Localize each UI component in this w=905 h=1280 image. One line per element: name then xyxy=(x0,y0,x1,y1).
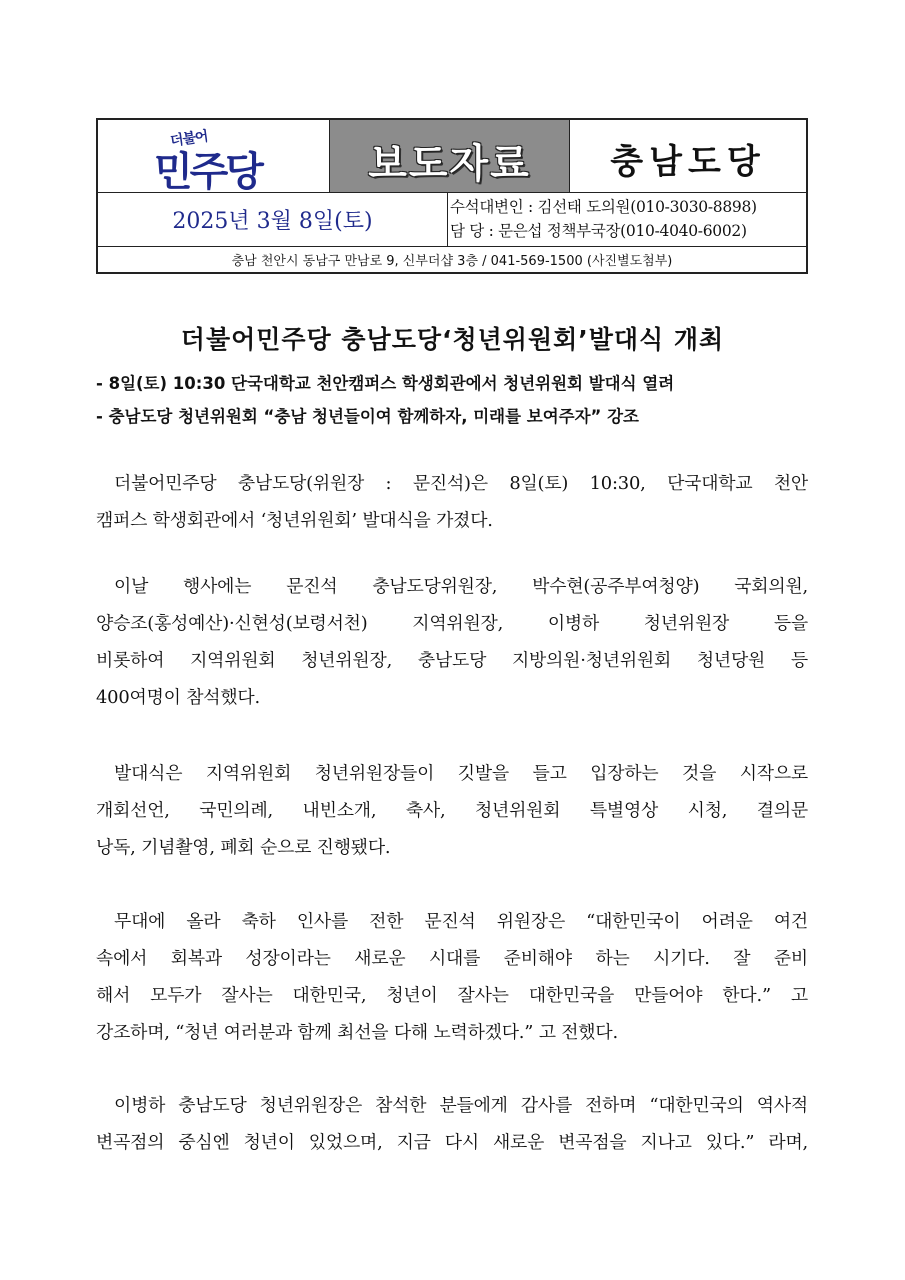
paragraph-line: 낭독, 기념촬영, 폐회 순으로 진행됐다. xyxy=(96,837,391,858)
paragraph-line: 이날 행사에는 문진석 충남도당위원장, 박수현(공주부여청양) 국회의원, xyxy=(114,576,808,597)
article-paragraph xyxy=(96,1087,808,1161)
article-paragraph xyxy=(96,755,808,866)
contact-cell xyxy=(448,192,806,246)
region-cell xyxy=(570,120,806,192)
press-release-cell xyxy=(330,120,570,192)
paragraph-line: 무대에 올라 축하 인사를 전한 문진석 위원장은 “대한민국이 어려운 여건 xyxy=(114,911,808,932)
staff-contact: 담 당 : 문은섭 정책부국장(010-4040-6002) xyxy=(450,222,747,240)
article-paragraph xyxy=(96,465,808,539)
paragraph-line: 이병하 충남도당 청년위원장은 참석한 분들에게 감사를 전하며 “대한민국의 역사적 xyxy=(114,1095,808,1116)
paragraph-line: 캠퍼스 학생회관에서 ‘청년위원회’ 발대식을 가졌다. xyxy=(96,510,493,531)
party-logo-small-text: 더불어 xyxy=(169,128,209,150)
paragraph-line: 더불어민주당 충남도당(위원장 : 문진석)은 8일(토) 10:30, 단국대학교 천안 xyxy=(114,473,808,494)
party-logo xyxy=(98,120,330,195)
office-address: 충남 천안시 동남구 만남로 9, 신부더샵 3층 / 041-569-1500 (사진별도첨부) xyxy=(231,254,673,269)
paragraph-line: 변곡점의 중심엔 청년이 있었으며, 지금 다시 새로운 변곡점을 지나고 있다.” 라며, xyxy=(96,1132,808,1153)
date-cell xyxy=(98,192,448,246)
press-release-title: 보도자료 xyxy=(368,141,531,187)
press-release-header xyxy=(96,118,808,274)
region-title: 충남도당 xyxy=(610,142,766,182)
paragraph-line: 해서 모두가 잘사는 대한민국, 청년이 잘사는 대한민국을 만들어야 한다.” 고 xyxy=(96,985,808,1006)
paragraph-line: 비롯하여 지역위원회 청년위원장, 충남도당 지방의원·청년위원회 청년당원 등 xyxy=(96,650,808,671)
article-paragraph xyxy=(96,903,808,1051)
party-logo-big-text: 민주당 xyxy=(154,149,261,195)
header-middle-row xyxy=(98,192,806,247)
paragraph-line: 발대식은 지역위원회 청년위원장들이 깃발을 들고 입장하는 것을 시작으로 xyxy=(114,763,808,784)
article-subhead: - 충남도당 청년위원회 “충남 청년들이여 함께하자, 미래를 보여주자” 강조 xyxy=(96,407,639,426)
article-paragraph xyxy=(96,568,808,716)
article-headline: 더불어민주당 충남도당‘청년위원회’발대식 개최 xyxy=(180,325,725,354)
paragraph-line: 속에서 회복과 성장이라는 새로운 시대를 준비해야 하는 시기다. 잘 준비 xyxy=(96,948,808,969)
article-subhead: - 8일(토) 10:30 단국대학교 천안캠퍼스 학생회관에서 청년위원회 발대식 열려 xyxy=(96,374,675,393)
paragraph-line: 강조하며, “청년 여러분과 함께 최선을 다해 노력하겠다.” 고 전했다. xyxy=(96,1022,618,1043)
paragraph-line: 400여명이 참석했다. xyxy=(96,687,260,708)
header-top-row xyxy=(98,120,806,193)
spokesperson-contact: 수석대변인 : 김선태 도의원(010-3030-8898) xyxy=(450,198,757,216)
header-address-row xyxy=(98,246,806,272)
paragraph-line: 개회선언, 국민의례, 내빈소개, 축사, 청년위원회 특별영상 시청, 결의문 xyxy=(96,800,808,821)
release-date: 2025년 3월 8일(토) xyxy=(172,209,373,234)
paragraph-line: 양승조(홍성예산)·신현성(보령서천) 지역위원장, 이병하 청년위원장 등을 xyxy=(96,613,808,634)
